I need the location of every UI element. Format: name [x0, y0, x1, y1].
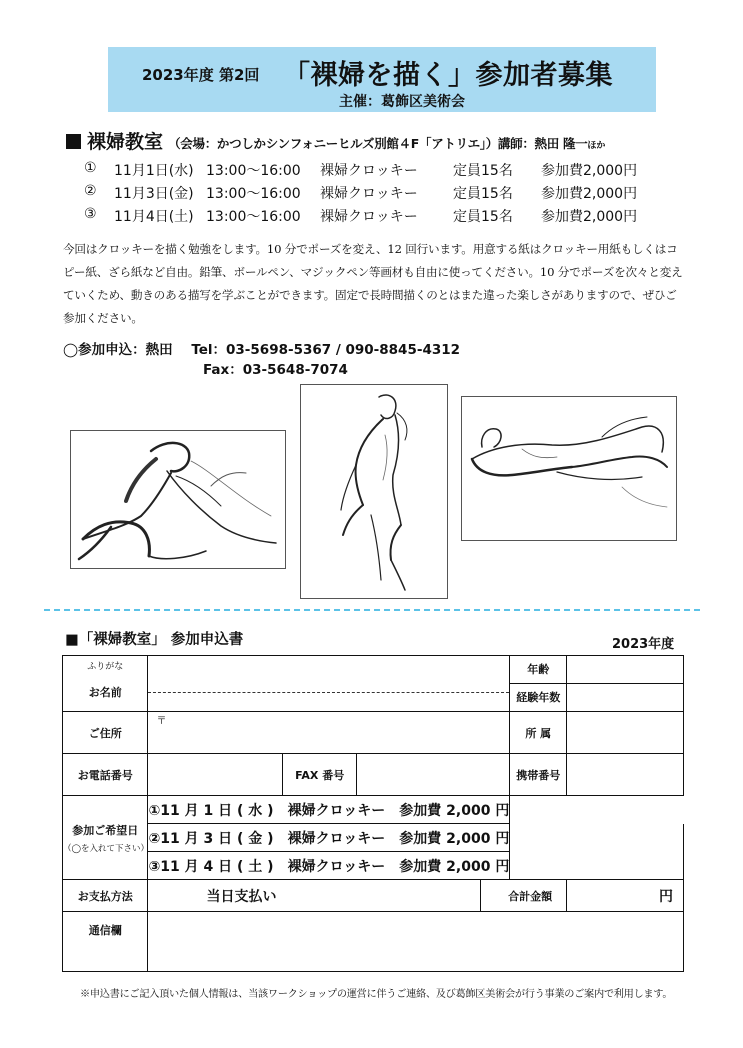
session-fee: 参加費2,000円 [541, 186, 638, 202]
year-round: 2023年度 第2回 [142, 66, 260, 84]
fax-label: FAX 番号 [283, 754, 356, 796]
mobile-label: 携帯番号 [510, 754, 567, 796]
venue-suffix: ほか [587, 141, 606, 151]
name-field[interactable] [148, 656, 510, 712]
choice-blank [510, 852, 684, 880]
phone-label: お電話番号 [63, 754, 148, 796]
address-field[interactable] [148, 712, 510, 754]
privacy-note: ※申込書にご記入頂いた個人情報は、当該ワークショップの運営に伴うご連絡、及び葛飾区美術会が行う事業のご案内で利用します。 [80, 989, 673, 1000]
name-label: お名前 [88, 686, 122, 699]
session-capacity: 定員15名 [453, 209, 513, 225]
contact-tel: Tel：03-5698-5367 / 090-8845-4312 [191, 342, 461, 358]
session-number: ① [84, 160, 97, 176]
affiliation-label: 所 属 [510, 712, 567, 754]
session-capacity: 定員15名 [453, 163, 513, 179]
payment-value: 当日支払い [148, 880, 481, 912]
section-heading [66, 127, 605, 154]
page-title: 「裸婦を描く」参加者募集 [283, 60, 613, 91]
experience-label: 経験年数 [516, 691, 561, 704]
sketch-reclining-figure [70, 430, 286, 569]
session-number: ② [84, 183, 97, 199]
postal-mark: 〒 [156, 716, 167, 727]
choice-blank [510, 796, 684, 824]
class-name: 裸婦教室 [87, 131, 164, 153]
total-label: 合計金額 [481, 880, 567, 912]
total-field[interactable] [567, 880, 684, 912]
organizer: 主催：葛飾区美術会 [339, 94, 465, 110]
form-year: 2023年度 [612, 637, 675, 652]
name-label-cell [63, 656, 148, 712]
choice-note: （◯を入れて下さい） [63, 843, 150, 854]
choice-blank [510, 824, 684, 852]
phone-field[interactable] [148, 754, 283, 796]
square-bullet-icon [66, 134, 81, 149]
session-time: 13:00〜16:00 [206, 186, 301, 202]
furigana-label: ふりがな [87, 662, 124, 672]
session-type: 裸婦クロッキー [320, 209, 418, 225]
session-type: 裸婦クロッキー [320, 163, 418, 179]
session-number: ③ [84, 206, 97, 222]
choice-option-3[interactable]: ③11 月 4 日 ( 土 ) 裸婦クロッキー 参加費 2,000 円 [148, 852, 510, 880]
message-label: 通信欄 [63, 912, 148, 972]
age-label: 年齢 [510, 656, 566, 684]
session-date: 11月3日(金) [114, 186, 194, 202]
session-date: 11月1日(水) [114, 163, 194, 179]
session-fee: 参加費2,000円 [541, 163, 638, 179]
choice-option-2[interactable]: ②11 月 3 日 ( 金 ) 裸婦クロッキー 参加費 2,000 円 [148, 824, 510, 852]
session-type: 裸婦クロッキー [320, 186, 418, 202]
choice-option-1[interactable]: ①11 月 1 日 ( 水 ) 裸婦クロッキー 参加費 2,000 円 [148, 796, 510, 824]
description-text: 今回はクロッキーを描く勉強をします。10 分でポーズを変え、12 回行います。用意する紙はクロッキー用紙もしくはコピー紙、ざら紙など自由。鉛筆、ボールペン、マジックペン等画材も自由に使ってください。10 分でポーズを次々と変えていくため、動きのある描写を学ぶことができます。固定で長時間描くのとはまた違った楽しさがありますので、ぜひご参加ください。 [63, 242, 683, 325]
venue-info: （会場：かつしかシンフォニーヒルズ別館４F「アトリエ」）講師：熱田 隆一 [168, 136, 588, 151]
session-time: 13:00〜16:00 [206, 209, 301, 225]
age-experience-fields[interactable] [567, 656, 684, 712]
header-banner [108, 47, 656, 112]
cut-line [44, 609, 700, 611]
session-time: 13:00〜16:00 [206, 163, 301, 179]
choice-label: 参加ご希望日 [72, 823, 139, 837]
payment-label: お支払方法 [63, 880, 148, 912]
session-date: 11月4日(土) [114, 209, 194, 225]
address-label: ご住所 [63, 712, 148, 754]
session-fee: 参加費2,000円 [541, 209, 638, 225]
yen-label: 円 [659, 888, 673, 905]
form-title: ■「裸婦教室」 参加申込書 [65, 632, 244, 648]
contact-fax: Fax：03-5648-7074 [203, 362, 348, 378]
application-form [62, 655, 684, 972]
contact-label: ◯参加申込：熱田 [63, 342, 173, 358]
sketch-lying-figure [461, 396, 677, 541]
age-experience-labels [510, 656, 567, 712]
message-field[interactable] [148, 912, 684, 972]
session-capacity: 定員15名 [453, 186, 513, 202]
mobile-field[interactable] [567, 754, 684, 796]
fax-field[interactable] [356, 754, 509, 796]
choice-label-cell [63, 796, 148, 880]
affiliation-field[interactable] [567, 712, 684, 754]
sketch-standing-figure [300, 384, 448, 599]
contact-line [63, 338, 460, 358]
